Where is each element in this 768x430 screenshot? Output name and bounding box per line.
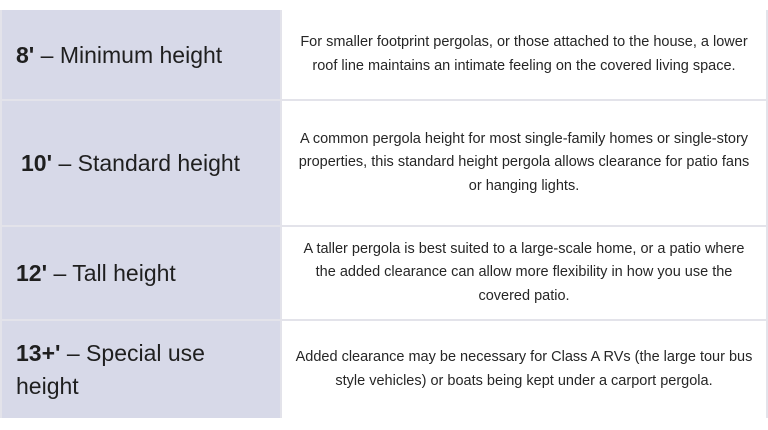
height-description: A taller pergola is best suited to a large-scale home, or a patio where the added clearance can allow more flexibility in how you use the covered patio. [303,240,745,304]
height-label-cell [2,10,280,99]
height-name: – Tall height [47,260,176,286]
height-name: – Special use height [16,339,205,399]
height-value: 12' [16,260,48,286]
height-description: For smaller footprint pergolas, or those attached to the house, a lower roof line maintains an intimate feeling on the covered living space. [300,34,748,74]
height-label-cell [2,101,280,225]
height-label [16,337,270,403]
height-description: A common pergola height for most single-family homes or single-story properties, this standard height pergola allows clearance for patio fans or hanging lights. [298,130,750,194]
height-value: 13+' [16,339,61,366]
height-value: 10' [21,150,53,176]
table-row [0,227,768,319]
table-row [0,101,768,225]
description-cell [282,321,766,418]
table-row [0,10,768,99]
table-row [0,321,768,418]
height-label-cell [2,227,280,319]
description-cell [282,101,766,225]
height-name: – Minimum height [34,41,223,68]
height-label [21,147,240,179]
height-label [16,39,222,71]
description-cell [282,10,766,99]
pergola-height-table [0,10,768,418]
description-cell [282,227,766,319]
height-name: – Standard height [52,150,241,176]
height-label [16,257,176,289]
height-value: 8' [16,41,35,68]
height-description: Added clearance may be necessary for Class A RVs (the large tour bus style vehicles) or boats being kept under a carport pergola. [295,349,753,389]
height-label-cell [2,321,280,418]
